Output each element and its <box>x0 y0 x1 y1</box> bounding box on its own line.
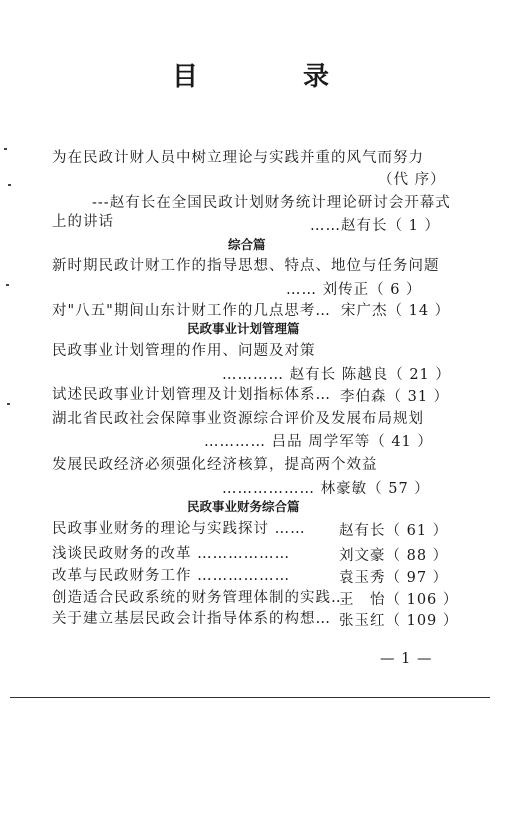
page-number: — 1 — <box>380 651 433 667</box>
margin-mark <box>6 284 9 286</box>
toc-entry-title: 关于建立基层民政会计指导体系的构想… <box>52 611 331 627</box>
bottom-rule <box>10 697 490 698</box>
toc-entry-page: 袁玉秀（ 97 ） <box>339 570 449 586</box>
title-char-1: 目 <box>172 62 201 92</box>
margin-mark <box>8 184 11 186</box>
toc-entry-title: 创造适合民政系统的财务管理体制的实践… <box>52 590 347 606</box>
toc-entry-title: 浅谈民政财务的改革 ……………… <box>52 546 291 562</box>
section-heading: 民政事业计划管理篇 <box>187 321 300 336</box>
toc-entry-page: 李伯森（ 31 ） <box>340 389 450 405</box>
section-heading: 民政事业财务综合篇 <box>187 499 300 514</box>
section-heading: 综合篇 <box>228 237 266 252</box>
toc-entry-line: ---赵有长在全国民政计划财务统计理论研讨会开幕式 <box>92 195 451 211</box>
toc-entry-title: 民政事业计划管理的作用、问题及对策 <box>52 343 316 359</box>
toc-entry-page: 宋广杰（ 14 ） <box>341 303 451 319</box>
toc-entry-title: 湖北省民政社会保障事业资源综合评价及发展布局规划 <box>52 411 424 427</box>
toc-entry-title: 新时期民政计财工作的指导思想、特点、地位与任务问题 <box>52 258 440 274</box>
toc-entry-page: ………… 赵有长 陈越良（ 21 ） <box>222 367 451 383</box>
toc-entry-title: 发展民政经济必须强化经济核算，提高两个效益 <box>52 457 378 473</box>
margin-mark <box>4 148 7 150</box>
toc-entry-page: 王 怡（ 106 ） <box>339 592 459 608</box>
toc-entry-title: 民政事业财务的理论与实践探讨 …… <box>52 521 306 537</box>
toc-entry-title: 为在民政计财人员中树立理论与实践并重的风气而努力 <box>52 150 424 166</box>
toc-entry-page: ……………… 林豪敏（ 57 ） <box>222 481 430 497</box>
toc-entry-page: ……赵有长（ 1 ） <box>310 218 440 234</box>
title-char-2: 录 <box>303 62 332 92</box>
toc-entry-title: 改革与民政财务工作 ……………… <box>52 568 291 584</box>
margin-mark <box>7 403 10 405</box>
toc-entry-title: 对"八五"期间山东计财工作的几点思考… <box>52 303 331 319</box>
toc-entry-subtitle: （代 序） <box>378 172 446 188</box>
toc-entry-page: 赵有长（ 61 ） <box>339 523 449 539</box>
toc-entry-line: 上的讲话 <box>52 214 114 230</box>
toc-entry-page: …… 刘传正（ 6 ） <box>286 282 422 298</box>
toc-entry-page: 刘文豪（ 88 ） <box>339 548 449 564</box>
toc-entry-page: 张玉红（ 109 ） <box>339 613 459 629</box>
toc-entry-page: ………… 吕品 周学军等（ 41 ） <box>204 434 433 450</box>
toc-entry-title: 试述民政事业计划管理及计划指标体系… <box>52 387 331 403</box>
